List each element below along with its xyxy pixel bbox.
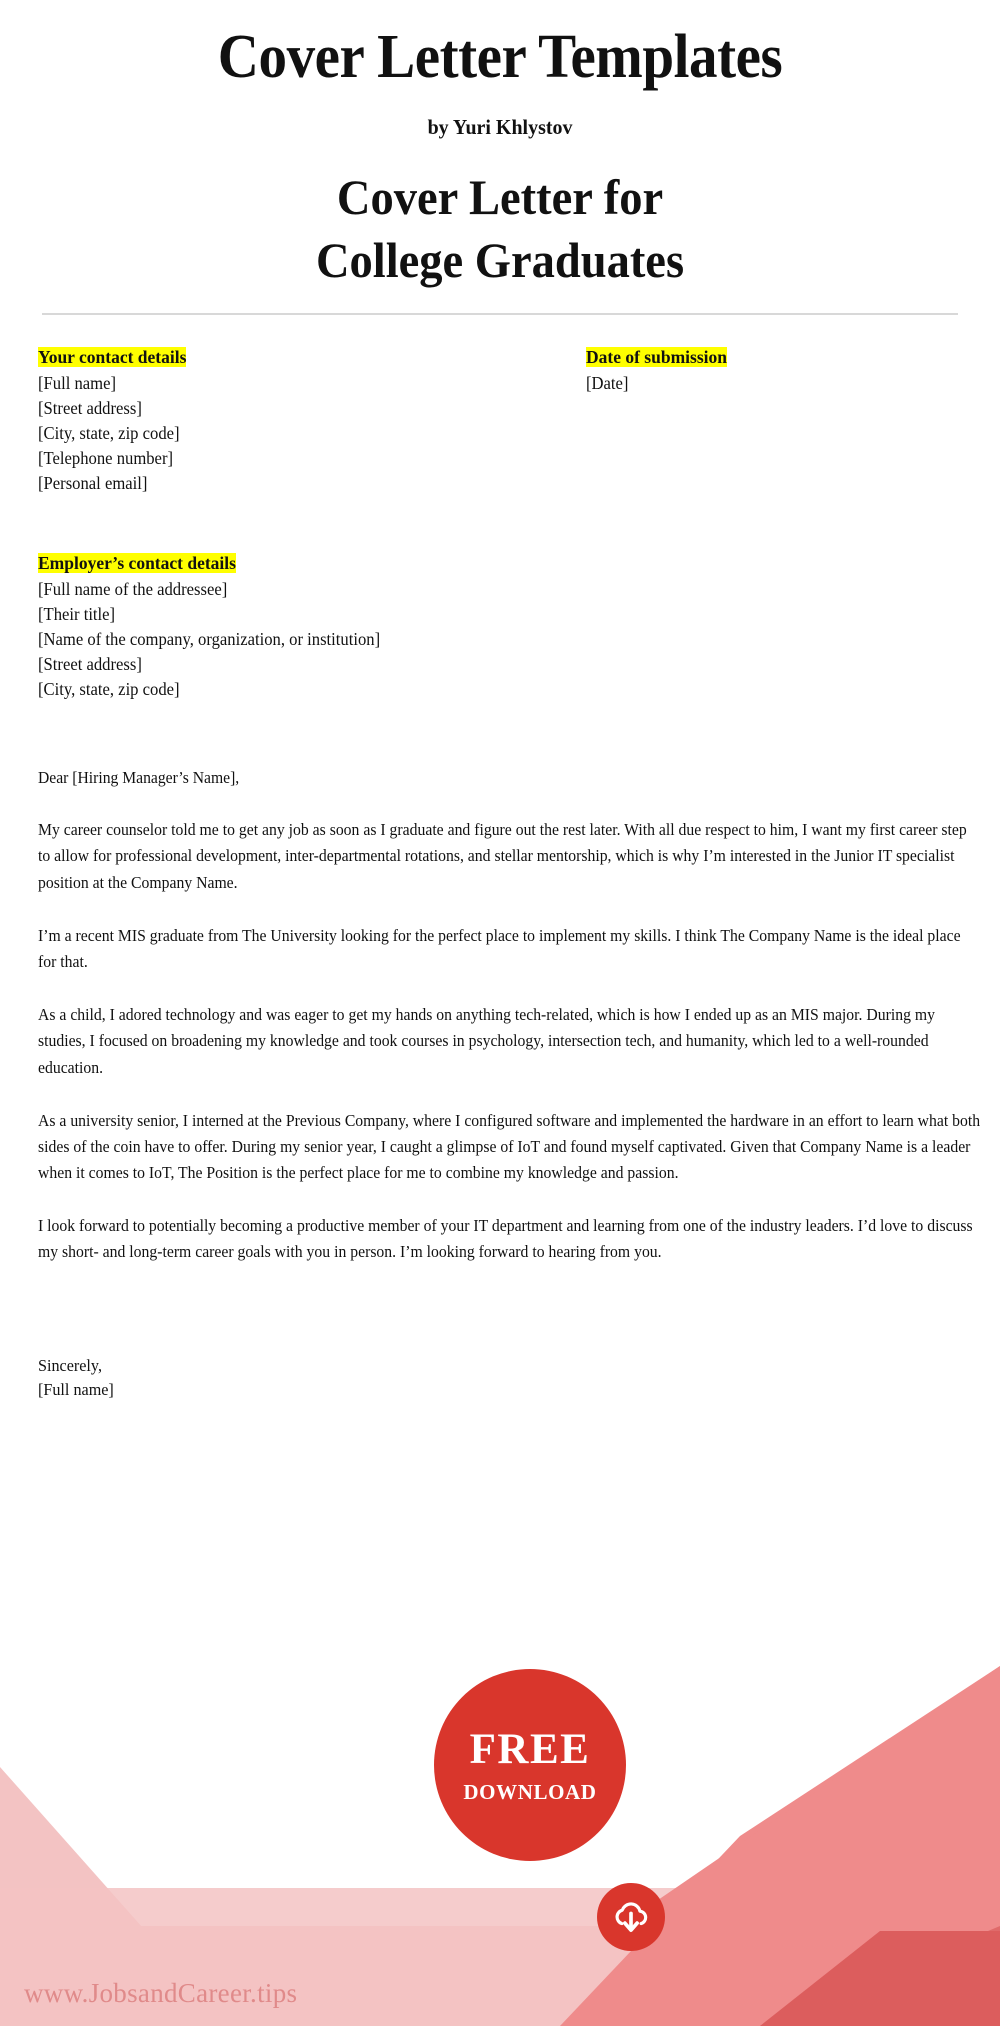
sender-field: [Street address] <box>38 398 142 419</box>
date-heading-wrap <box>586 345 986 371</box>
letter-body <box>38 766 981 1403</box>
date-value: [Date] <box>586 373 629 394</box>
letter-paragraph: My career counselor told me to get any job as soon as I graduate and figure out the rest later. With all due respect to him, I want my first career step to allow for professional development, inter-departmental rotations, and stellar mentorship, which is why I’m interested in the Junior IT specialist position at the Company Name. <box>38 820 967 892</box>
letter-paragraph: As a university senior, I interned at the Previous Company, where I configured software and implemented the hardware in an effort to learn what both sides of the coin have to offer. During my senior year, I caught a glimpse of IoT and found myself captivated. Given that Company Name is a leader when it comes to IoT, The Position is the perfect place for me to combine my knowledge and passion. <box>38 1110 981 1183</box>
cloud-download-icon <box>610 1896 652 1938</box>
date-block <box>586 345 986 396</box>
sender-contact-block <box>38 345 558 495</box>
download-button[interactable] <box>597 1883 665 1951</box>
date-heading: Date of submission <box>586 347 727 368</box>
letter-paragraph: As a child, I adored technology and was eager to get my hands on anything tech-related, which is how I ended up as an MIS major. During my studies, I focused on broadening my knowledge and took courses in psychology, intersection tech, and humanity, which led to a well-rounded education. <box>38 1005 935 1077</box>
document-subtitle <box>70 166 929 291</box>
sender-field: [Personal email] <box>38 472 148 493</box>
employer-heading: Employer’s contact details <box>38 553 236 574</box>
free-download-badge[interactable] <box>434 1669 626 1861</box>
letter-salutation: Dear [Hiring Manager’s Name], <box>38 767 240 787</box>
signature-name: [Full name] <box>38 1380 114 1400</box>
employer-heading-wrap <box>38 551 962 577</box>
employer-field: [Full name of the addressee] <box>38 579 228 600</box>
sender-heading-wrap <box>38 345 558 371</box>
badge-free-label: FREE <box>469 1725 591 1773</box>
letter-paragraph: I look forward to potentially becoming a productive member of your IT department and learning from one of the industry leaders. I’d love to discuss my short- and long-term career goals with you in person. I’m looking forward to hearing from you. <box>38 1216 973 1262</box>
letter-signoff <box>38 1354 962 1403</box>
contact-details-row <box>38 345 962 495</box>
sender-heading: Your contact details <box>38 347 187 368</box>
employer-field: [City, state, zip code] <box>38 678 180 699</box>
subtitle-line-1: Cover Letter for <box>336 169 664 226</box>
employer-contact-block <box>38 551 962 701</box>
sender-field: [City, state, zip code] <box>38 422 180 443</box>
subtitle-line-2: College Graduates <box>315 231 685 288</box>
page-title: Cover Letter Templates <box>217 23 783 91</box>
footer-website-url[interactable]: www.JobsandCareer.tips <box>24 1978 298 2008</box>
sender-field: [Telephone number] <box>38 447 174 468</box>
employer-field: [Street address] <box>38 653 142 674</box>
employer-field: [Their title] <box>38 604 116 625</box>
employer-field: [Name of the company, organization, or institution] <box>38 629 381 650</box>
letter-paragraph: I’m a recent MIS graduate from The University looking for the perfect place to implement my skills. I think The Company Name is the ideal place for that. <box>38 925 961 971</box>
closing-text: Sincerely, <box>38 1355 102 1375</box>
badge-download-label: DOWNLOAD <box>463 1779 597 1804</box>
sender-field: [Full name] <box>38 373 117 394</box>
horizontal-divider <box>42 313 958 315</box>
author-byline: by Yuri Khlystov <box>427 115 573 140</box>
